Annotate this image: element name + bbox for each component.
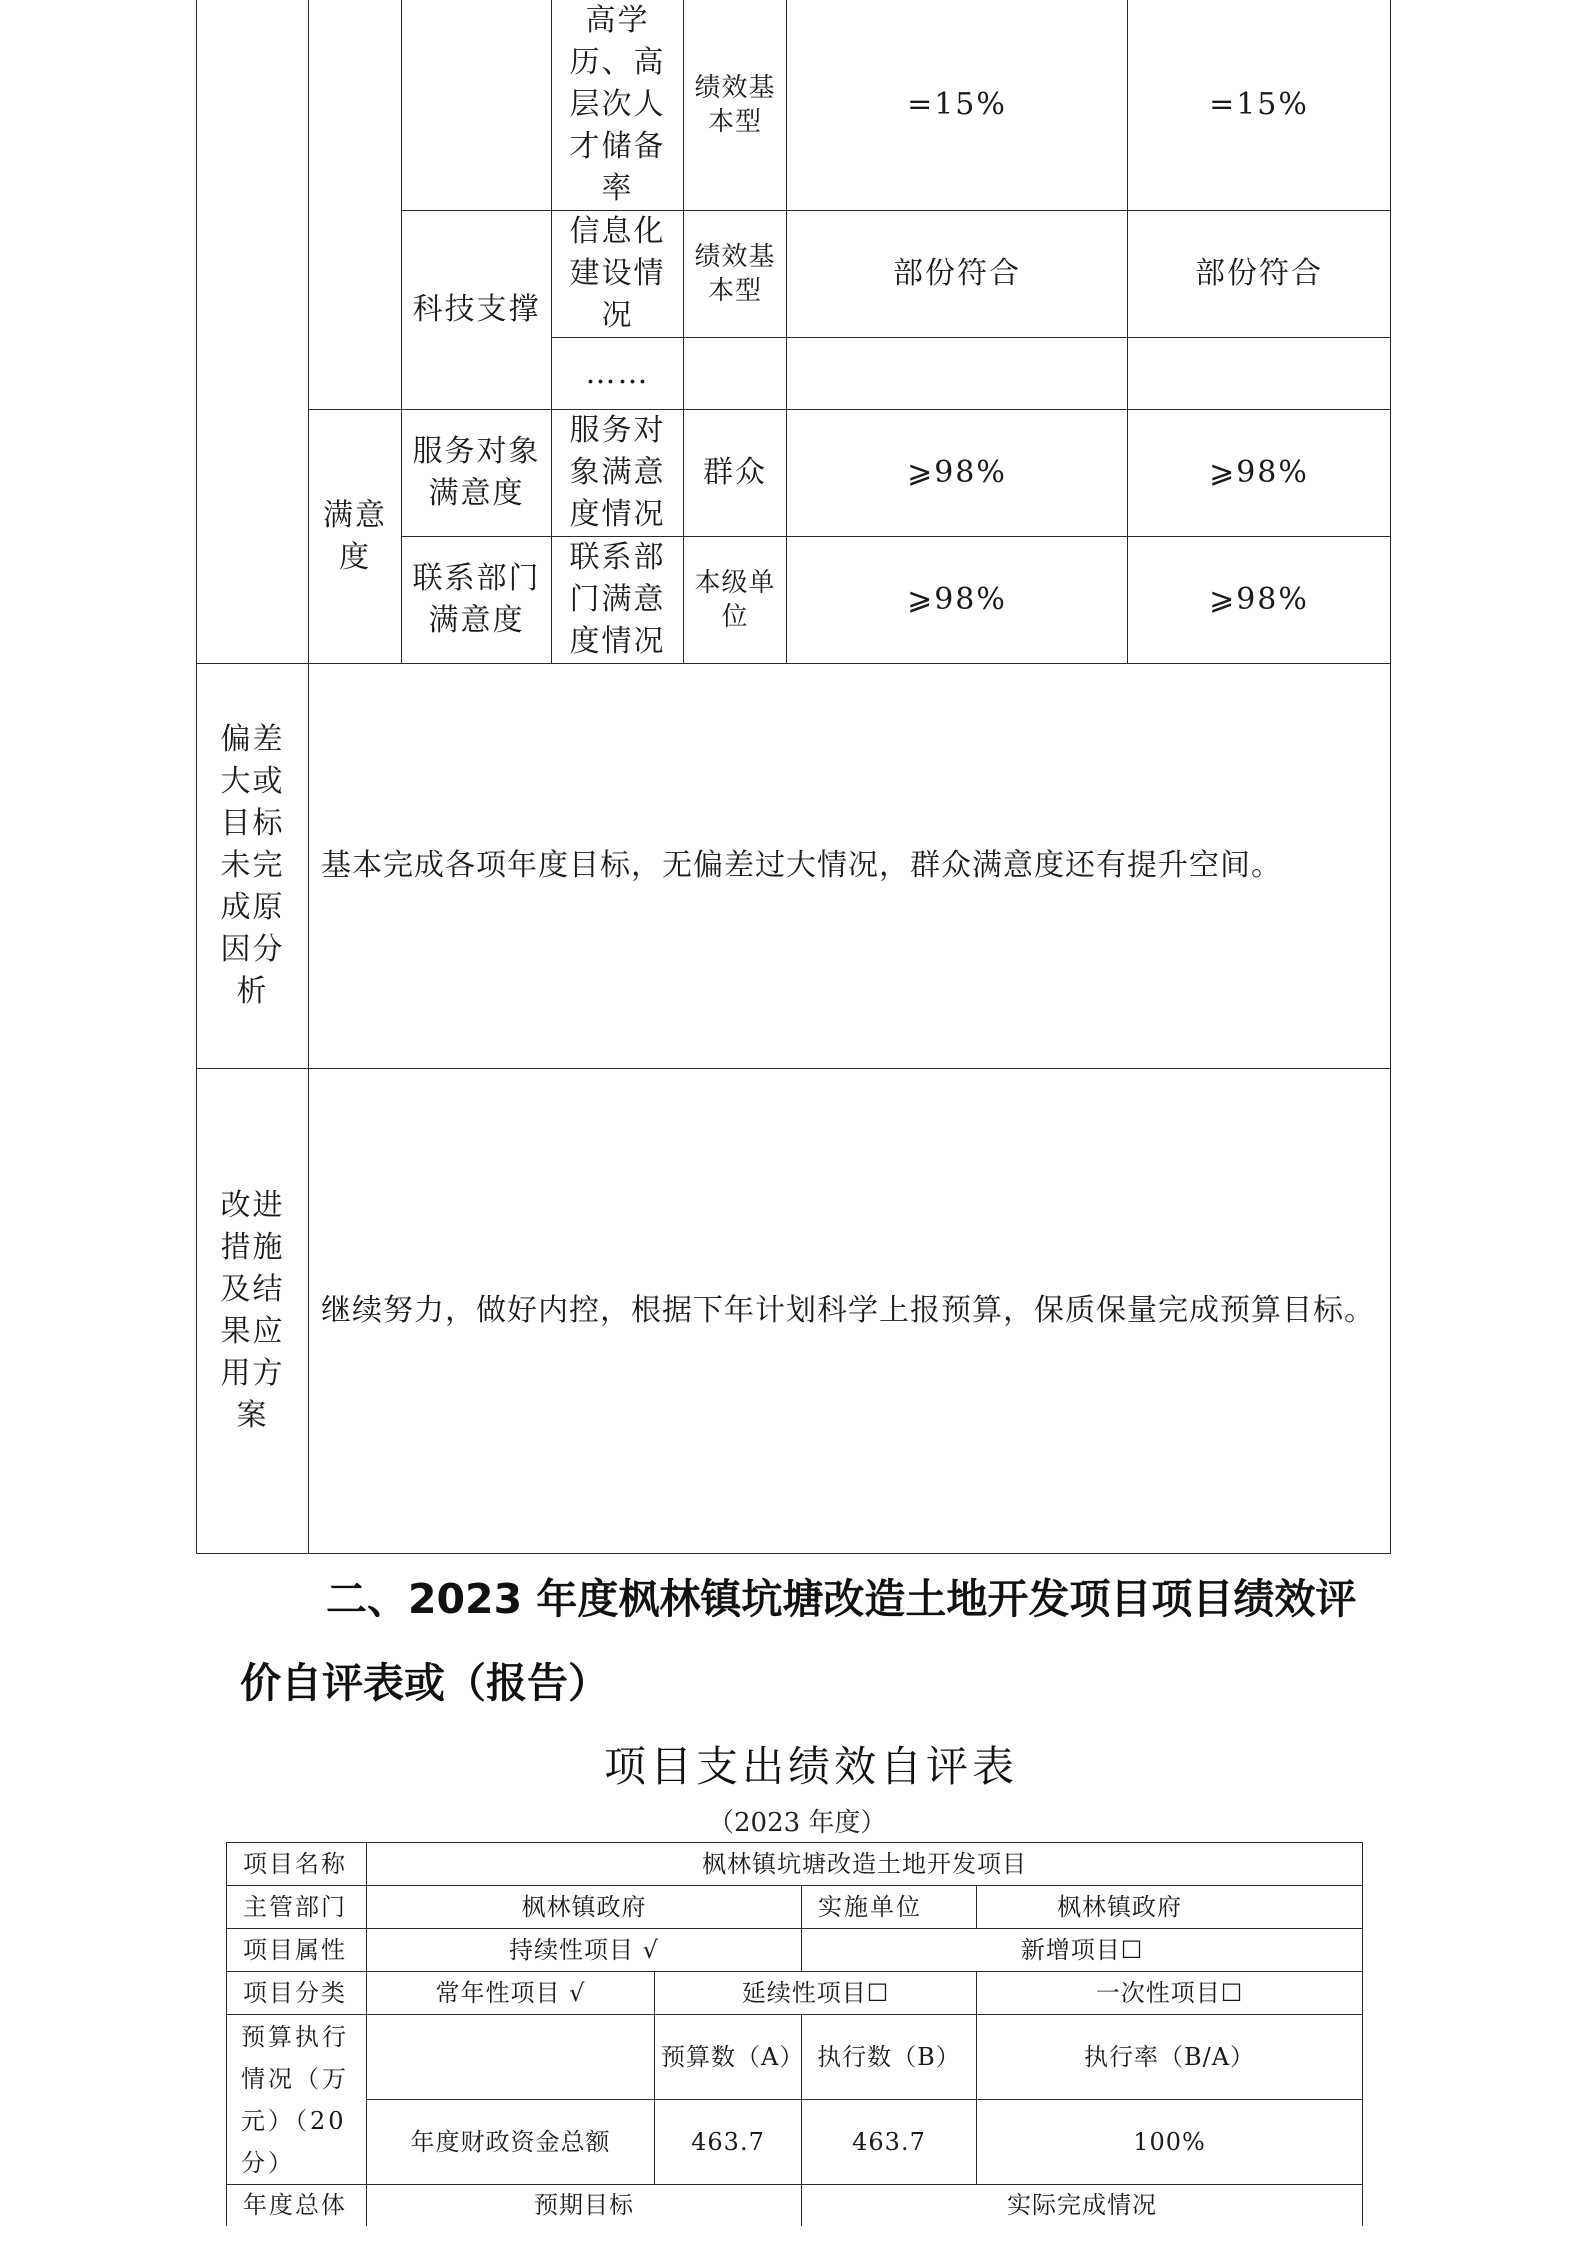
project-attr-label: 项目属性 [227, 1929, 367, 1972]
performance-indicator-table [196, 0, 1391, 1554]
outer-category-cell [197, 0, 309, 664]
budget-header: 预算数（A） [655, 2015, 802, 2100]
budget-exec-label: 预算执行情况（万元）（20分） [227, 2015, 367, 2185]
form-title: 项目支出绩效自评表 [604, 1742, 1019, 1791]
actual-value-cell: 部份符合 [1128, 211, 1391, 338]
total-funds-label: 年度财政资金总额 [367, 2100, 655, 2185]
deviation-label: 偏差大或目标未完成原因分析 [197, 664, 309, 1069]
indicator-type-cell: 绩效基本型 [684, 0, 787, 211]
subcategory-cell: 服务对象满意度 [402, 410, 552, 537]
project-class-label: 项目分类 [227, 1972, 367, 2015]
budget-blank-cell [367, 2015, 655, 2100]
rate-header: 执行率（B/A） [977, 2015, 1363, 2100]
form-year: （2023 年度） [708, 1808, 887, 1838]
improvement-text: 继续努力，做好内控，根据下年计划科学上报预算，保质保量完成预算目标。 [309, 1069, 1391, 1554]
dept-label: 主管部门 [227, 1886, 367, 1929]
overall-label: 年度总体 [227, 2185, 367, 2226]
subcategory-cell: 科技支撑 [402, 211, 552, 410]
class-onetime: 一次性项目☐ [977, 1972, 1363, 2015]
indicator-cell: 信息化建设情况 [552, 211, 684, 338]
project-name-label: 项目名称 [227, 1843, 367, 1886]
budget-value: 463.7 [655, 2100, 802, 2185]
category-cell: 满意度 [309, 410, 402, 664]
exec-header: 执行数（B） [802, 2015, 977, 2100]
impl-unit-label: 实施单位 [802, 1886, 977, 1929]
actual-value-cell: ⩾98% [1128, 537, 1391, 664]
improvement-label: 改进措施及结果应用方案 [197, 1069, 309, 1554]
indicator-cell: 服务对象满意度情况 [552, 410, 684, 537]
dept-value: 枫林镇政府 [367, 1886, 802, 1929]
actual-completion-header: 实际完成情况 [802, 2185, 1363, 2226]
rate-value: 100% [977, 2100, 1363, 2185]
subcategory-cell [402, 0, 552, 211]
attr-new: 新增项目☐ [802, 1929, 1363, 1972]
indicator-type-cell [684, 338, 787, 410]
section-heading-line1: 二、2023 年度枫林镇坑塘改造土地开发项目项目绩效评 [326, 1575, 1357, 1623]
target-value-cell: ⩾98% [787, 410, 1128, 537]
actual-value-cell: =15% [1128, 0, 1391, 211]
indicator-type-cell: 本级单位 [684, 537, 787, 664]
project-self-evaluation-table [226, 1842, 1363, 2226]
indicator-type-cell: 群众 [684, 410, 787, 537]
expected-target-header: 预期目标 [367, 2185, 802, 2226]
actual-value-cell: ⩾98% [1128, 410, 1391, 537]
category-cell [309, 0, 402, 410]
indicator-cell: 高学历、高层次人才储备率 [552, 0, 684, 211]
indicator-cell: …… [552, 338, 684, 410]
target-value-cell: ⩾98% [787, 537, 1128, 664]
target-value-cell: 部份符合 [787, 211, 1128, 338]
subcategory-cell: 联系部门满意度 [402, 537, 552, 664]
indicator-cell: 联系部门满意度情况 [552, 537, 684, 664]
attr-continuing: 持续性项目 √ [367, 1929, 802, 1972]
project-name-value: 枫林镇坑塘改造土地开发项目 [367, 1843, 1363, 1886]
class-regular: 常年性项目 √ [367, 1972, 655, 2015]
deviation-text: 基本完成各项年度目标，无偏差过大情况，群众满意度还有提升空间。 [309, 664, 1391, 1069]
indicator-type-cell: 绩效基本型 [684, 211, 787, 338]
actual-value-cell [1128, 338, 1391, 410]
target-value-cell [787, 338, 1128, 410]
target-value-cell: =15% [787, 0, 1128, 211]
impl-unit-value: 枫林镇政府 [977, 1886, 1363, 1929]
exec-value: 463.7 [802, 2100, 977, 2185]
section-heading-line2: 价自评表或（报告） [240, 1659, 609, 1707]
class-extended: 延续性项目☐ [655, 1972, 977, 2015]
